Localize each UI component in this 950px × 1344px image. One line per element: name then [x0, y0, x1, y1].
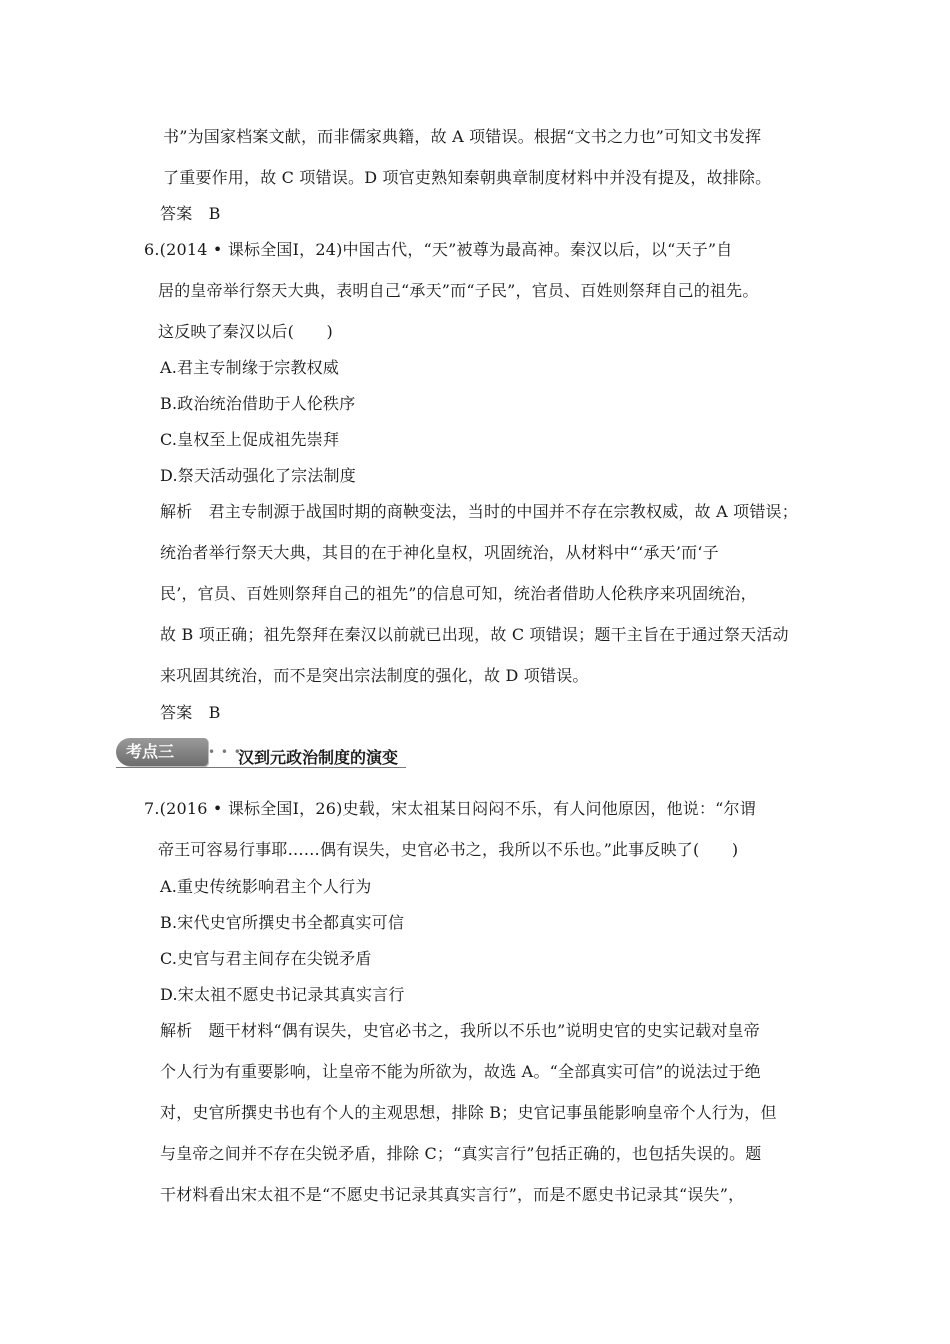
q7-analysis-line-4: 与皇帝之间并不存在尖锐矛盾，排除 C；“真实言行”包括正确的，也包括失误的。题 — [160, 1144, 762, 1163]
q7-option-d: D.宋太祖不愿史书记录其真实言行 — [160, 985, 405, 1004]
section-badge-dots: • • • — [208, 745, 242, 759]
q6-option-c: C.皇权至上促成祖先崇拜 — [160, 430, 340, 449]
section-header — [116, 738, 436, 770]
section-underline — [116, 767, 406, 768]
q6-analysis-line-5: 来巩固其统治，而不是突出宗法制度的强化，故 D 项错误。 — [160, 666, 589, 685]
q7-analysis-line-3: 对，史官所撰史书也有个人的主观思想，排除 B；史官记事虽能影响皇帝个人行为，但 — [160, 1103, 777, 1122]
q6-analysis-line-2: 统治者举行祭天大典，其目的在于神化皇权，巩固统治，从材料中“‘承天’而‘子 — [160, 543, 719, 562]
q6-option-a: A.君主专制缘于宗教权威 — [160, 358, 340, 377]
q6-option-d: D.祭天活动强化了宗法制度 — [160, 466, 356, 485]
q7-option-c: C.史官与君主间存在尖锐矛盾 — [160, 949, 372, 968]
q7-option-b: B.宋代史官所撰史书全都真实可信 — [160, 913, 405, 932]
q6-stem-line-1: 6.(2014 • 课标全国Ⅰ，24)中国古代，“天”被尊为最高神。秦汉以后，以“天子”自 — [144, 240, 733, 259]
section-title: 汉到元政治制度的演变 — [238, 748, 399, 767]
q6-option-b: B.政治统治借助于人伦秩序 — [160, 394, 356, 413]
q7-analysis-line-1: 解析 题干材料“偶有误失，史官必书之，我所以不乐也”说明史官的史实记载对皇帝 — [160, 1021, 760, 1040]
q5-answer: 答案 B — [160, 204, 221, 223]
q5-analysis-line-1: 书”为国家档案文献，而非儒家典籍，故 A 项错误。根据“文书之力也”可知文书发挥 — [163, 127, 762, 146]
q7-analysis-line-5: 干材料看出宋太祖不是“不愿史书记录其真实言行”，而是不愿史书记录其“误失”， — [160, 1185, 745, 1204]
q7-option-a: A.重史传统影响君主个人行为 — [160, 877, 372, 896]
section-badge — [116, 738, 208, 766]
q6-analysis-line-1: 解析 君主专制源于战国时期的商鞅变法，当时的中国并不存在宗教权威，故 A 项错误； — [160, 502, 798, 521]
section-badge-label: 考点三 — [126, 742, 175, 761]
q6-analysis-line-3: 民’，官员、百姓则祭拜自己的祖先”的信息可知，统治者借助人伦秩序来巩固统治， — [160, 584, 757, 603]
q7-stem-line-2: 帝王可容易行事耶……偶有误失，史官必书之，我所以不乐也。”此事反映了( ) — [158, 840, 739, 859]
q7-stem-line-1: 7.(2016 • 课标全国Ⅰ，26)史载，宋太祖某日闷闷不乐，有人问他原因，他说：“尔谓 — [144, 799, 756, 818]
q6-stem-line-3: 这反映了秦汉以后( ) — [158, 322, 333, 341]
q6-stem-line-2: 居的皇帝举行祭天大典，表明自己“承天”而“子民”，官员、百姓则祭拜自己的祖先。 — [158, 281, 759, 300]
q7-analysis-line-2: 个人行为有重要影响，让皇帝不能为所欲为，故选 A。“全部真实可信”的说法过于绝 — [160, 1062, 761, 1081]
q6-analysis-line-4: 故 B 项正确；祖先祭拜在秦汉以前就已出现，故 C 项错误；题干主旨在于通过祭天活动 — [160, 625, 789, 644]
q5-analysis-line-2: 了重要作用，故 C 项错误。D 项官吏熟知秦朝典章制度材料中并没有提及，故排除。 — [163, 168, 772, 187]
q6-answer: 答案 B — [160, 703, 221, 722]
